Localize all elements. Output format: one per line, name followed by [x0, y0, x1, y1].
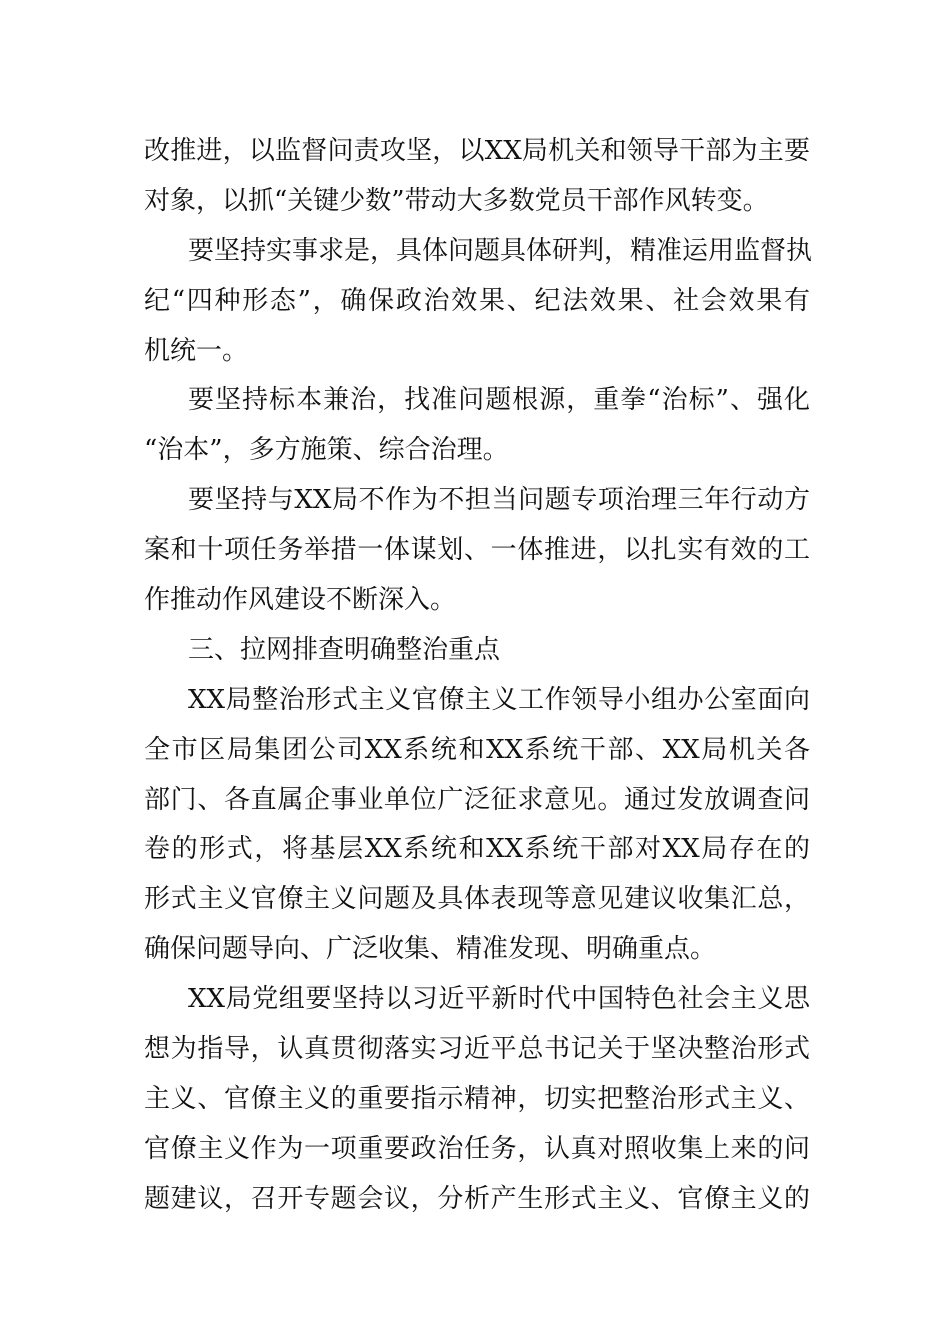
- text-line: 确保问题导向、广泛收集、精准发现、明确重点。: [144, 934, 717, 965]
- text-line: 三、拉网排查明确整治重点: [188, 634, 501, 665]
- text-line: 形式主义官僚主义问题及具体表现等意见建议收集汇总，: [144, 884, 810, 915]
- text-line: 改推进，以监督问责攻坚，以XX局机关和领导干部为主要: [144, 136, 810, 166]
- text-line: “治本”，多方施策、综合治理。: [144, 435, 509, 466]
- document-body: [144, 127, 813, 1225]
- text-line: 纪“四种形态”，确保政治效果、纪法效果、社会效果有: [144, 285, 810, 316]
- text-line: XX局党组要坚持以习近平新时代中国特色社会主义思: [188, 984, 810, 1015]
- text-line: 主义、官僚主义的重要指示精神，切实把整治形式主义、: [144, 1083, 810, 1114]
- text-line: 作推动作风建设不断深入。: [144, 585, 457, 616]
- text-line: 全市区局集团公司XX系统和XX系统干部、XX局机关各: [144, 734, 810, 765]
- text-line: 题建议，召开专题会议，分析产生形式主义、官僚主义的: [144, 1183, 810, 1214]
- text-line: XX局整治形式主义官僚主义工作领导小组办公室面向: [188, 684, 810, 715]
- text-line: 要坚持实事求是，具体问题具体研判，精准运用监督执: [188, 235, 813, 266]
- text-line: 要坚持与XX局不作为不担当问题专项治理三年行动方: [188, 485, 810, 516]
- text-line: 案和十项任务举措一体谋划、一体推进，以扎实有效的工: [144, 535, 810, 566]
- text-line: 对象，以抓“关键少数”带动大多数党员干部作风转变。: [144, 185, 769, 216]
- text-line: 要坚持标本兼治，找准问题根源，重拳“治标”、强化: [188, 385, 810, 416]
- text-line: 机统一。: [144, 335, 249, 366]
- text-line: 官僚主义作为一项重要政治任务，认真对照收集上来的问: [144, 1133, 810, 1164]
- text-line: 想为指导，认真贯彻落实习近平总书记关于坚决整治形式: [144, 1034, 810, 1065]
- text-line: 卷的形式，将基层XX系统和XX系统干部对XX局存在的: [144, 834, 810, 865]
- text-line: 部门、各直属企事业单位广泛征求意见。通过发放调查问: [144, 784, 810, 815]
